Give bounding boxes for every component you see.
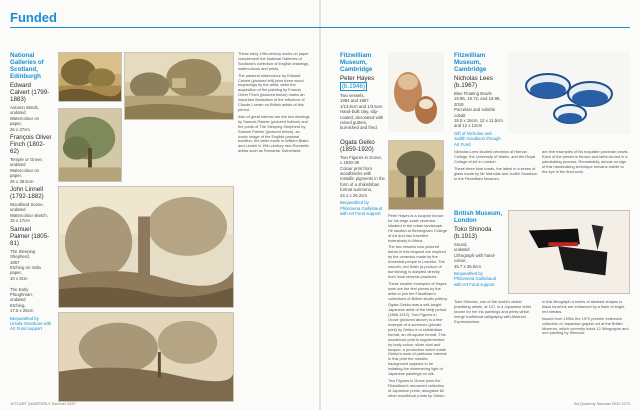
gekko-print	[388, 140, 444, 210]
work-meta: undated Watercolour on paper, 26 x 37cm	[10, 110, 39, 132]
etching-image	[59, 313, 233, 401]
etching-sleeping-shepherd	[58, 186, 234, 308]
artist-name: Toko Shinoda (b.1913)	[454, 226, 492, 240]
right-lower-caption-column	[454, 210, 504, 287]
body-paragraph: Nicholas Lees studied ceramics at Harrow College, the University of Wales, and the Royal College of Art in London.	[454, 149, 536, 164]
work-meta: undated Watercolour sketch, 15 x 17cm	[10, 207, 48, 224]
artist-name: Nicholas Lees (b.1967)	[454, 75, 493, 89]
artist-dates: (b.1946)	[342, 83, 366, 90]
print-image	[389, 141, 443, 209]
credit-line: Bequeathed by Ursula Overdone with Art Fund support	[10, 315, 52, 332]
painting-temple-grove	[124, 52, 234, 120]
body-paragraph: Ogata Gekko was a self-taught Japanese artist of the Meiji period (1868-1912). Two Figures in Grove (pictured above) is a fine example of a surimono (private print) by Gekko in a shikishiban format, an oft-square format. This woodblock print is supplemented by body colour, silver dust and lacquer, a production which made Gekko's work of particular interest. In this print the metallic background appears to be imitating the shimmering light of Japanese paintings on silk.	[388, 302, 448, 377]
artist-name: Samuel Palmer (1805-81)	[10, 225, 50, 247]
footer-left: 1073 ART QUARTERLY Summer 2020	[10, 402, 76, 406]
institution-label: Fitzwilliam Museum, Cambridge	[454, 52, 487, 73]
body-paragraph: These smaller examples of Hayes work are the first pieces by the artist to join the Fitzwilliam's collections of British studio pottery.	[388, 280, 448, 301]
artist-name: John Linnell (1792-1882)	[10, 186, 44, 201]
body-paragraph: These three blue bowls, the latest in a series of glass made by Mr Nicholas and Judith Goodison to the Fitzwilliam Museum.	[454, 165, 538, 181]
etching-image	[59, 187, 233, 307]
artist-name: François Oliver Finch (1802-62)	[10, 134, 52, 156]
right-lower-body-1	[454, 300, 538, 327]
institution-label: Fitzwilliam Museum, Cambridge	[340, 52, 373, 73]
painting-image	[59, 109, 121, 181]
work-title: Temple or Grove,	[10, 157, 43, 163]
work-meta: Two vessels, 1984 and 1987 1/13.5cm and 1/3.5cm Hand-built clay, slip-coated, decorated with raised gutters, burnished and fired.	[340, 93, 384, 131]
institution-label: National Galleries of Scotland, Edinburgh	[10, 52, 44, 80]
body-paragraph: are fine examples of his exquisite porcelain bowls. Each of the pieces is thrown and lathe-turned in a painstaking process. Remarkably, almost no sign of this handmaking technique remains visible to the eye in the final work.	[542, 149, 629, 174]
work-meta: 1857 Etching on India paper, 10 x 8cm The Early Ploughman, undated Etching, 17.5 x 25cm	[10, 259, 41, 314]
painting-autumn-winds	[58, 52, 122, 102]
mid-body-text	[388, 214, 448, 401]
body-paragraph: Toko Shinoda, one of the world's oldest practising artists, at 107, is a Japanese artist known for her ink paintings and prints which merge traditional calligraphy with Abstract Expressionism.	[454, 299, 531, 324]
painting-image	[59, 53, 121, 101]
painting-woodland-scene	[58, 108, 122, 182]
page-gutter	[319, 0, 321, 410]
footer-right: Art Quarterly Summer 2020 1073	[574, 402, 630, 406]
spacer	[340, 131, 386, 137]
left-body-text	[238, 52, 310, 156]
vessel-image	[388, 52, 444, 132]
body-paragraph: Also of great interest are the two etchings by Samuel Palmer (pictured bottom) and the prints of The Sleeping Shepherd by Samuel Palmer (pictured below), an iconic image of the English pastoral tradition, the latter made in William Blake and Linnell in 19th-century neo-Romantic artists such as Romantic Sutherland.	[238, 113, 310, 154]
body-paragraph: Peter Hayes is a sculptor known for his large-scale ceramics situated in the urban landscape. He studied at Birmingham College of Art and has travelled extensively in Africa.	[388, 213, 448, 243]
hayes-vessels-photo	[388, 52, 444, 132]
right-body-text-1	[454, 150, 538, 183]
artist-name: Edward Calvert (1799-1883)	[10, 82, 50, 103]
body-paragraph: The pastoral watercolour by Edward Calvert (pictured left) joins three wood engravings by the artist, while the acquisition of the painting by Francis Oliver Finch (pictured below) marks an important illustration of the influence of Claude Lorrain on British artists of this period.	[238, 72, 305, 112]
body-paragraph: Two Figures in Grove joins the Fitzwilliam's renowned collection of Japanese prints, alongside 82 other woodblock prints by Gekko.	[388, 378, 446, 398]
work-meta: Sound, undated Lithograph with hand-colour, 45.7 x 35.6cm	[454, 242, 496, 269]
credit-line: Bequeathed by Philomena Guillebaud with Art Fund support	[340, 200, 383, 216]
work-title: Autumn Winds,	[10, 105, 40, 110]
heading-rule	[10, 27, 630, 28]
body-paragraph: In this lithograph a series of abstract shapes in black tonal ink are enhanced by a flash of bright red streaks.	[542, 299, 625, 314]
right-lower-body-2	[542, 300, 630, 338]
work-title: The Sleeping Shepherd,	[10, 248, 36, 260]
left-caption-column	[10, 52, 52, 332]
work-title: Woodland Scene,	[10, 202, 44, 208]
institution-label: British Museum, London	[454, 210, 503, 224]
credit-line: Gift of Nicholas and Judith Goodison through Art Fund	[454, 130, 501, 147]
body-paragraph: These early 19th-century works on paper complement the National Galleries of Scotland's collection of English drawings, watercolours and prints.	[238, 51, 310, 71]
bowls-image	[508, 52, 630, 134]
right-body-text-2	[542, 150, 630, 177]
work-meta: Two Figures in Grove, c.1930-39 Colour print from woodblocks with metallic pigments in the form of a shikishiban format surimono, 24.1 x 25.2cm	[340, 154, 385, 198]
shinoda-lithograph	[508, 210, 630, 294]
blue-bowls-photo	[508, 52, 630, 134]
body-paragraph: The two vessels now pictured below in this bequest are inspired by the ceramics made by the Ancestral people in Lesotho. The smooth, red finish (a product of burnishing) is adapted directly from local ceramic practices.	[388, 244, 446, 279]
mid-caption-column	[340, 52, 386, 216]
credit-line: Bequeathed by Philomena Guillebaud with Art Fund support	[454, 271, 497, 287]
work-meta: Blue Floating Bowls 19.86, 19.72, and 19.88, 2019 Porcelain and soluble cobalt 18.5 x 15cm, 12 x 11.5cm and 12 x 12cm	[454, 91, 503, 129]
artist-name: Peter Hayes	[340, 75, 375, 82]
work-meta: undated Watercolour on paper, 26 x 38.5cm	[10, 162, 39, 184]
etching-early-ploughman	[58, 312, 234, 402]
right-caption-column	[454, 52, 504, 147]
painting-image	[125, 53, 233, 119]
lithograph-image	[509, 211, 629, 293]
body-paragraph: Issued from 1990s the 1970 premier extensive collection of Japanese graphic art at the British Museum, which currently holds 12 lithographs and one painting by Shinoda.	[542, 315, 629, 336]
section-heading: Funded	[10, 10, 57, 25]
artist-name: Ogata Geiko (1859-1920)	[340, 138, 375, 153]
